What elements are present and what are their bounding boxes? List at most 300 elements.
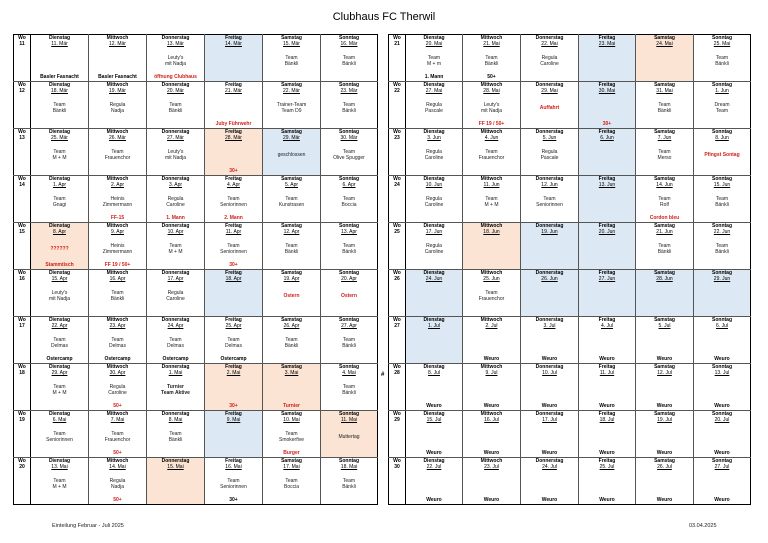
day-cell: [147, 411, 205, 458]
assignment: [579, 377, 635, 403]
event-label: [205, 74, 262, 81]
week-cell: [389, 458, 406, 505]
day-name: Sonntag: [339, 317, 359, 323]
assignment: [694, 330, 750, 356]
day-cell: [147, 82, 205, 129]
assignment-line: Frauenchor: [478, 295, 505, 302]
assignment: [521, 236, 578, 262]
assignment-line: Team: [53, 430, 66, 437]
schedule-table-right: [388, 34, 751, 505]
week-cell: [389, 223, 406, 270]
event-label: Cordon bleu: [649, 215, 680, 221]
day-name: Donnerstag: [161, 317, 190, 323]
day-date: 13. Jul: [714, 370, 730, 377]
day-cell: [579, 176, 636, 223]
assignment-line: Pascale: [540, 154, 559, 161]
assignment: [321, 330, 377, 356]
day-date: 12. Mär: [109, 41, 126, 48]
assignment: [31, 471, 88, 497]
event-label: [31, 450, 88, 457]
week-row: [14, 270, 378, 317]
assignment-line: Regula: [426, 148, 442, 155]
day-name: Mittwoch: [480, 223, 503, 229]
day-date: 21. Jun: [656, 229, 673, 236]
week-label: Wo: [18, 223, 26, 229]
event-label: Weuro: [599, 497, 615, 503]
week-cell: [14, 223, 31, 270]
day-cell: [463, 458, 521, 505]
week-number: 17: [19, 323, 25, 330]
assignment: [694, 48, 750, 74]
day-date: 19. Mär: [109, 88, 126, 95]
day-date: 3. Mai: [284, 370, 299, 377]
day-date: 7. Mai: [110, 417, 125, 424]
day-date: 27. Mai: [425, 88, 443, 95]
assignment: [147, 377, 204, 403]
event-label: [406, 121, 462, 128]
day-name: Dienstag: [423, 129, 445, 135]
day-name: Donnerstag: [535, 270, 564, 276]
assignment-line: Bänkli: [342, 389, 356, 396]
day-name: Sonntag: [339, 129, 359, 135]
assignment-line: Team: [543, 195, 556, 202]
day-cell: [263, 270, 321, 317]
assignment-line: Regula: [109, 383, 126, 390]
assignment-line: Caroline: [424, 248, 444, 255]
day-cell: [463, 364, 521, 411]
day-cell: [321, 35, 378, 82]
event-label: 1. Mann: [166, 215, 185, 221]
week-number: 24: [394, 182, 400, 189]
assignment: [205, 471, 262, 497]
event-label: Weuro: [599, 450, 615, 456]
day-cell: [636, 176, 694, 223]
schedule-table-left: [13, 34, 378, 505]
week-cell: [14, 411, 31, 458]
day-cell: [147, 458, 205, 505]
assignment-line: Leuty's: [483, 101, 500, 108]
assignment-line: Team: [485, 195, 498, 202]
event-label: Weuro: [483, 403, 500, 409]
week-number: 20: [19, 464, 25, 471]
assignment-line: Team: [658, 242, 671, 249]
assignment: [89, 48, 146, 74]
assignment: [636, 189, 693, 215]
assignment-line: Team: [227, 195, 240, 202]
day-date: 28. Jun: [656, 276, 673, 283]
assignment: [263, 377, 320, 403]
assignment: [263, 236, 320, 262]
event-label: Weuro: [541, 403, 558, 409]
day-date: 20. Mär: [167, 88, 184, 95]
assignment-line: M + M: [168, 248, 183, 255]
page-title: Clubhaus FC Therwil: [332, 11, 436, 23]
assignment-line: Team: [111, 430, 124, 437]
day-cell: [406, 176, 463, 223]
day-cell: [521, 82, 579, 129]
assignment: [321, 377, 377, 403]
assignment: [406, 95, 462, 121]
day-cell: [321, 270, 378, 317]
assignment-line: Bänkli: [342, 248, 356, 255]
day-cell: [263, 176, 321, 223]
day-date: 13. Apr: [341, 229, 357, 236]
event-label: Weuro: [714, 497, 730, 503]
day-name: Mittwoch: [106, 35, 129, 41]
assignment-line: Regula: [167, 195, 184, 202]
event-label: [579, 168, 635, 175]
day-cell: [89, 411, 147, 458]
day-cell: [31, 270, 89, 317]
event-label: [147, 309, 204, 316]
assignment-line: Team: [342, 148, 356, 155]
event-label: öffnung Clubhaus: [154, 74, 197, 80]
assignment: [521, 424, 578, 450]
assignment-line: Bänkli: [715, 60, 729, 67]
day-date: 26. Mär: [109, 135, 126, 142]
day-cell: [31, 129, 89, 176]
day-date: 7. Jun: [657, 135, 672, 142]
day-cell: [406, 129, 463, 176]
assignment-line: Bänkli: [52, 107, 67, 114]
day-date: 22. Jun: [713, 229, 731, 236]
assignment: [521, 189, 578, 215]
day-name: Freitag: [225, 458, 242, 464]
day-cell: [321, 223, 378, 270]
assignment: [321, 189, 377, 215]
assignment: [263, 283, 320, 309]
assignment-line: Regula: [426, 101, 442, 108]
event-label: [89, 168, 146, 175]
assignment-line: Olive Spugger: [333, 154, 365, 161]
assignment: [463, 48, 520, 74]
event-label: Turnier: [283, 403, 300, 409]
event-label: [694, 262, 750, 269]
day-cell: [406, 364, 463, 411]
assignment-line: Regula: [426, 195, 442, 202]
event-label: [694, 215, 750, 222]
day-name: Freitag: [225, 35, 242, 41]
day-cell: [31, 411, 89, 458]
day-name: Dienstag: [48, 35, 71, 41]
day-date: 6. Apr: [342, 182, 356, 189]
assignment: [147, 189, 204, 215]
week-label: Wo: [18, 82, 26, 88]
event-label: Weuro: [656, 403, 673, 409]
day-name: Sonntag: [712, 176, 732, 182]
assignment-line: Team: [227, 336, 240, 343]
day-cell: [579, 458, 636, 505]
assignment-line: Bänkli: [110, 295, 125, 302]
event-label: Weuro: [483, 497, 500, 503]
day-name: Freitag: [225, 129, 242, 135]
day-name: Samstag: [281, 82, 302, 88]
event-label: Weuro: [483, 450, 500, 456]
event-label: [263, 215, 320, 222]
week-label: Wo: [393, 82, 401, 88]
day-date: 2. Jul: [485, 323, 498, 330]
event-label: [263, 309, 320, 316]
assignment-line: Team: [285, 195, 298, 202]
week-cell: [389, 270, 406, 317]
week-label: Wo: [18, 317, 26, 323]
day-cell: [31, 458, 89, 505]
assignment: [263, 424, 320, 450]
day-date: 27. Apr: [341, 323, 357, 330]
assignment-line: Team: [715, 195, 729, 202]
assignment-line: Pfingst Sontag: [704, 151, 740, 158]
event-label: [321, 356, 377, 363]
day-date: 11. Jun: [483, 182, 500, 189]
day-cell: [694, 458, 751, 505]
day-date: 1. Jul: [428, 323, 440, 330]
day-date: 10. Apr: [167, 229, 184, 236]
day-cell: [321, 458, 378, 505]
day-cell: [636, 35, 694, 82]
day-cell: [205, 411, 263, 458]
day-cell: [263, 458, 321, 505]
day-name: Sonntag: [339, 223, 359, 229]
day-date: 12. Jul: [657, 370, 672, 377]
week-number: 12: [19, 88, 25, 95]
day-name: Freitag: [225, 364, 242, 370]
assignment-line: Leuty's: [51, 289, 68, 296]
assignment: [205, 48, 262, 74]
day-date: 8. Jun: [715, 135, 729, 142]
day-name: Samstag: [281, 223, 302, 229]
week-row: [389, 317, 751, 364]
week-label: Wo: [393, 270, 401, 276]
event-label: [263, 74, 320, 81]
week-label: Wo: [393, 458, 401, 464]
day-name: Freitag: [225, 270, 242, 276]
week-cell: [389, 82, 406, 129]
day-name: Donnerstag: [161, 176, 190, 182]
assignment: [147, 471, 204, 497]
day-date: 11. Mär: [51, 41, 68, 48]
day-cell: [89, 458, 147, 505]
day-date: 29. Mai: [541, 88, 558, 95]
event-label: Basler Fasnacht: [40, 74, 79, 80]
day-date: 4. Apr: [226, 182, 241, 189]
event-label: [147, 450, 204, 457]
day-date: 22. Apr: [51, 323, 68, 330]
event-label: [463, 262, 520, 269]
day-date: 5. Apr: [284, 182, 299, 189]
day-cell: [521, 223, 579, 270]
event-label: [147, 262, 204, 269]
assignment-line: Trainer-Team: [276, 101, 307, 108]
week-number: 16: [19, 276, 25, 283]
day-name: Dienstag: [48, 317, 71, 323]
assignment-line: Team: [715, 242, 729, 249]
day-date: 10. Jul: [542, 370, 557, 377]
assignment: [321, 142, 377, 168]
event-label: 30+: [229, 168, 238, 174]
day-name: Dienstag: [423, 176, 445, 182]
day-date: 16. Apr: [109, 276, 126, 283]
week-label: Wo: [393, 35, 401, 41]
assignment-line: Auffahrt: [539, 104, 560, 111]
assignment: [263, 471, 320, 497]
assignment-line: Team: [227, 242, 240, 249]
day-date: 26. Jul: [657, 464, 672, 471]
day-name: Dienstag: [423, 458, 445, 464]
assignment-line: Team: [485, 289, 498, 296]
assignment: [521, 330, 578, 356]
day-cell: [579, 223, 636, 270]
day-date: 5. Jun: [542, 135, 557, 142]
day-name: Mittwoch: [106, 270, 129, 276]
day-name: Mittwoch: [106, 223, 129, 229]
week-row: [14, 411, 378, 458]
day-cell: [406, 82, 463, 129]
day-cell: [321, 129, 378, 176]
day-cell: [636, 411, 694, 458]
day-name: Sonntag: [712, 364, 732, 370]
week-cell: [389, 317, 406, 364]
day-cell: [406, 458, 463, 505]
assignment: [636, 236, 693, 262]
event-label: Weuro: [426, 403, 442, 409]
day-date: 11. Apr: [225, 229, 242, 236]
day-name: Samstag: [654, 82, 675, 88]
week-row: [389, 176, 751, 223]
assignment: [694, 377, 750, 403]
assignment-line: Caroline: [108, 389, 127, 396]
assignment: [31, 330, 88, 356]
assignment-line: mit Nadja: [48, 295, 71, 302]
day-name: Mittwoch: [106, 82, 129, 88]
day-name: Donnerstag: [535, 35, 564, 41]
assignment-line: Team: [111, 289, 124, 296]
assignment-line: Delmas: [51, 342, 68, 349]
assignment-line: geschlossen: [277, 151, 306, 158]
assignment-line: Gnagi: [52, 201, 67, 208]
assignment: [321, 283, 377, 309]
day-cell: [694, 317, 751, 364]
day-date: 24. Apr: [167, 323, 184, 330]
event-label: [406, 309, 462, 316]
assignment-line: Delmas: [109, 342, 126, 349]
day-date: 18. Mär: [51, 88, 68, 95]
event-label: 50+: [113, 497, 122, 503]
assignment: [694, 424, 750, 450]
assignment-line: Regula: [167, 289, 184, 296]
day-cell: [321, 82, 378, 129]
day-cell: [31, 176, 89, 223]
day-cell: [521, 317, 579, 364]
day-cell: [205, 129, 263, 176]
event-label: [321, 497, 377, 504]
week-number: 13: [19, 135, 25, 142]
day-name: Freitag: [598, 176, 616, 182]
assignment-line: Team: [342, 54, 356, 61]
assignment: [147, 48, 204, 74]
assignment: [463, 283, 520, 309]
event-label: [89, 309, 146, 316]
day-name: Mittwoch: [480, 364, 503, 370]
assignment: [463, 377, 520, 403]
day-name: Freitag: [598, 270, 616, 276]
assignment: [321, 471, 377, 497]
event-label: [694, 74, 750, 81]
assignment: [147, 424, 204, 450]
assignment-line: Turnier: [167, 383, 184, 390]
event-label: [205, 309, 262, 316]
day-name: Donnerstag: [535, 176, 564, 182]
day-name: Dienstag: [48, 176, 71, 182]
assignment-line: M + M: [52, 389, 67, 396]
day-name: Donnerstag: [535, 411, 564, 417]
assignment-line: Team: [285, 336, 298, 343]
event-label: [694, 121, 750, 128]
week-number: 15: [19, 229, 25, 236]
assignment-line: Dream: [714, 101, 730, 108]
day-cell: [579, 270, 636, 317]
day-date: 20. Mai: [425, 41, 443, 48]
separator-mark: #: [381, 372, 385, 378]
assignment-line: Team: [342, 477, 356, 484]
event-label: Weuro: [656, 450, 673, 456]
assignment: [636, 48, 693, 74]
day-name: Freitag: [225, 223, 242, 229]
day-name: Dienstag: [48, 411, 71, 417]
day-name: Sonntag: [712, 411, 732, 417]
day-date: 1. Mai: [168, 370, 183, 377]
day-name: Samstag: [281, 35, 302, 41]
day-cell: [694, 35, 751, 82]
day-date: 28. Mai: [483, 88, 500, 95]
day-date: 4. Mai: [342, 370, 356, 377]
week-row: [389, 223, 751, 270]
day-name: Donnerstag: [161, 458, 190, 464]
week-label: Wo: [393, 411, 401, 417]
assignment: [579, 283, 635, 309]
day-name: Dienstag: [48, 458, 71, 464]
assignment: [89, 283, 146, 309]
day-date: 13. Jun: [598, 182, 616, 189]
week-number: 23: [394, 135, 400, 142]
assignment-line: Team: [111, 148, 124, 155]
assignment: [321, 424, 377, 450]
day-cell: [263, 411, 321, 458]
day-name: Donnerstag: [535, 223, 564, 229]
day-date: 12. Apr: [283, 229, 300, 236]
event-label: [521, 215, 578, 222]
week-number: 25: [394, 229, 400, 236]
day-name: Dienstag: [423, 82, 445, 88]
assignment-line: Caroline: [424, 201, 444, 208]
assignment-line: Team: [485, 54, 498, 61]
event-label: [147, 497, 204, 504]
assignment-line: Leuty's: [167, 148, 184, 155]
day-cell: [205, 317, 263, 364]
assignment: [205, 95, 262, 121]
day-cell: [205, 458, 263, 505]
assignment-line: Team: [169, 101, 182, 108]
assignment-line: mit Nadja: [164, 60, 187, 67]
assignment-line: Ostern: [283, 292, 300, 299]
day-name: Samstag: [654, 176, 675, 182]
day-name: Sonntag: [339, 411, 359, 417]
day-date: 30. Apr: [109, 370, 126, 377]
day-date: 25. Apr: [225, 323, 242, 330]
assignment: [205, 424, 262, 450]
week-label: Wo: [18, 176, 26, 182]
day-cell: [321, 364, 378, 411]
day-date: 8. Jul: [428, 370, 440, 377]
